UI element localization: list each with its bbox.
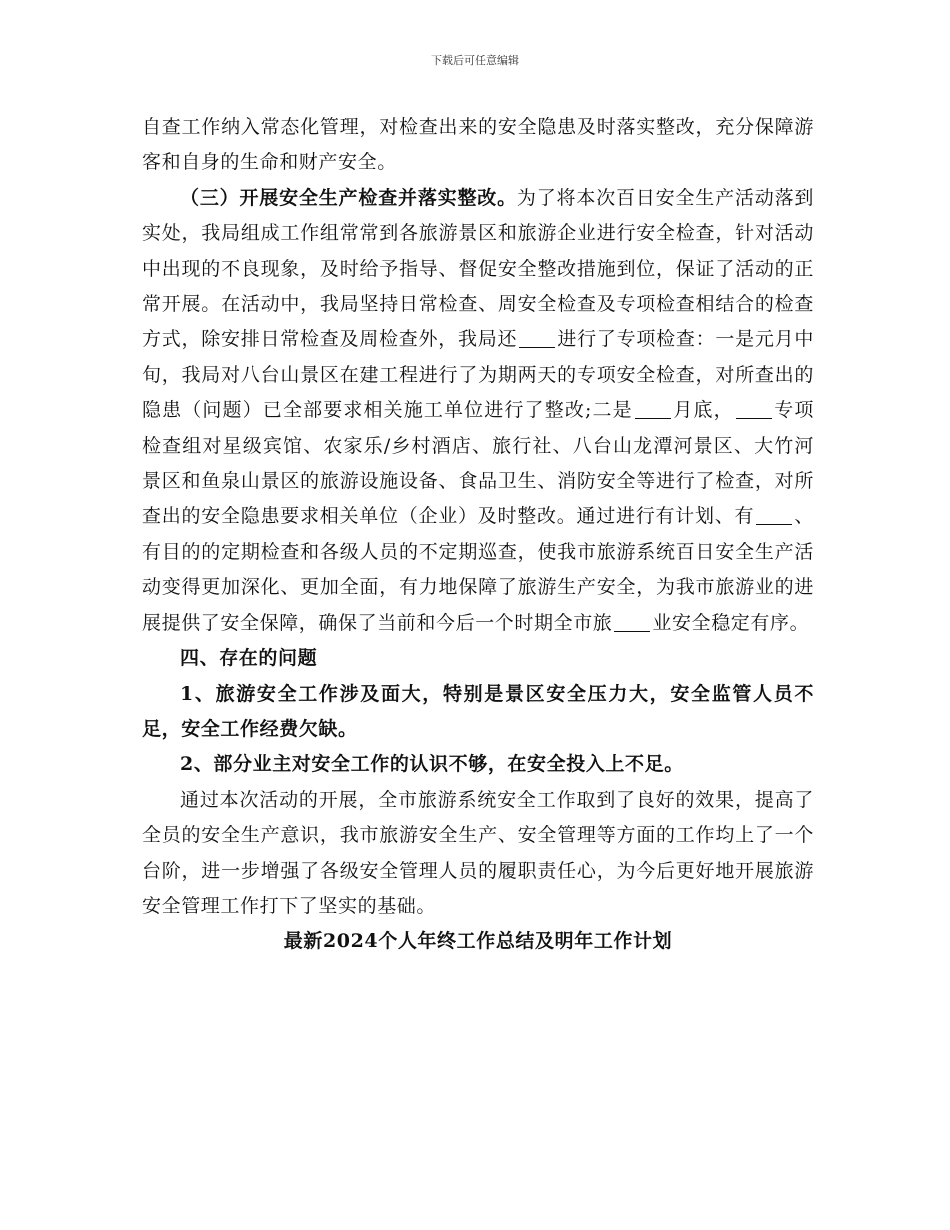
paragraph-text-part-a: 为了将本次百日安全生产活动落到实处，我局组成工作组常常到各旅游景区和旅游企业进行安全检查，针对活动中出现的不良现象，及时给予指导、督促安全整改措施到位，保证了活动的正常开展。在活动中，我局坚持日常检查、周安全检查及专项检查相结合的检查方式，除安排日常检查及周检查外，我局还	[142, 186, 814, 351]
paragraph-text-part-b: 进行了专项检查：一是元月中旬，我局对八台山景区在建工程进行了为期两天的专项安全检查，对所查出的隐患（问题）已全部要求相关施工单位进行了整改;二是	[142, 328, 814, 422]
document-body	[142, 110, 814, 960]
section-heading-issues: 四、存在的问题	[180, 647, 318, 670]
subsection-heading-inspection: （三）开展安全生产检查并落实整改。	[180, 186, 517, 209]
blank-line	[614, 612, 650, 632]
issue-item-2: 2、部分业主对安全工作的认识不够，在安全投入上不足。	[180, 753, 684, 776]
paragraph-text-part-e: 、有目的的定期检查和各级人员的不定期巡查，使我市旅游系统百日安全生产活动变得更加深化、更加全面，有力地保障了旅游生产安全，为我市旅游业的进展提供了安全保障，确保了当前和今后一个时期全市旅	[142, 505, 814, 634]
paragraph-text-part-d: 专项检查组对星级宾馆、农家乐/乡村酒店、旅行社、八台山龙潭河景区、大竹河景区和鱼泉山景区的旅游设施设备、食品卫生、消防安全等进行了检查，对所查出的安全隐患要求相关单位（企业）及时整改。通过进行有计划、有	[142, 399, 815, 528]
paragraph-text-part-f: 业安全稳定有序。	[652, 611, 810, 634]
next-document-title: 最新2024个人年终工作总结及明年工作计划	[283, 930, 673, 953]
blank-line	[519, 328, 555, 348]
paragraph-conclusion: 通过本次活动的开展，全市旅游系统安全工作取到了良好的效果，提高了全员的安全生产意识，我市旅游安全生产、安全管理等方面的工作均上了一个台阶，进一步增强了各级安全管理人员的履职责任心，为今后更好地开展旅游安全管理工作打下了坚实的基础。	[142, 788, 814, 917]
paragraph-self-inspection: 自查工作纳入常态化管理，对检查出来的安全隐患及时落实整改，充分保障游客和自身的生命和财产安全。	[142, 116, 814, 174]
paragraph-safety-inspection	[142, 181, 814, 641]
issue-item-1: 1、旅游安全工作涉及面大，特别是景区安全压力大，安全监管人员不足，安全工作经费欠缺。	[142, 682, 814, 740]
blank-line	[635, 399, 671, 419]
paragraph-text-part-c: 月底，	[672, 399, 734, 422]
blank-line	[736, 399, 772, 419]
blank-line	[756, 505, 792, 525]
page-header-note: 下载后可任意编辑	[431, 54, 519, 67]
